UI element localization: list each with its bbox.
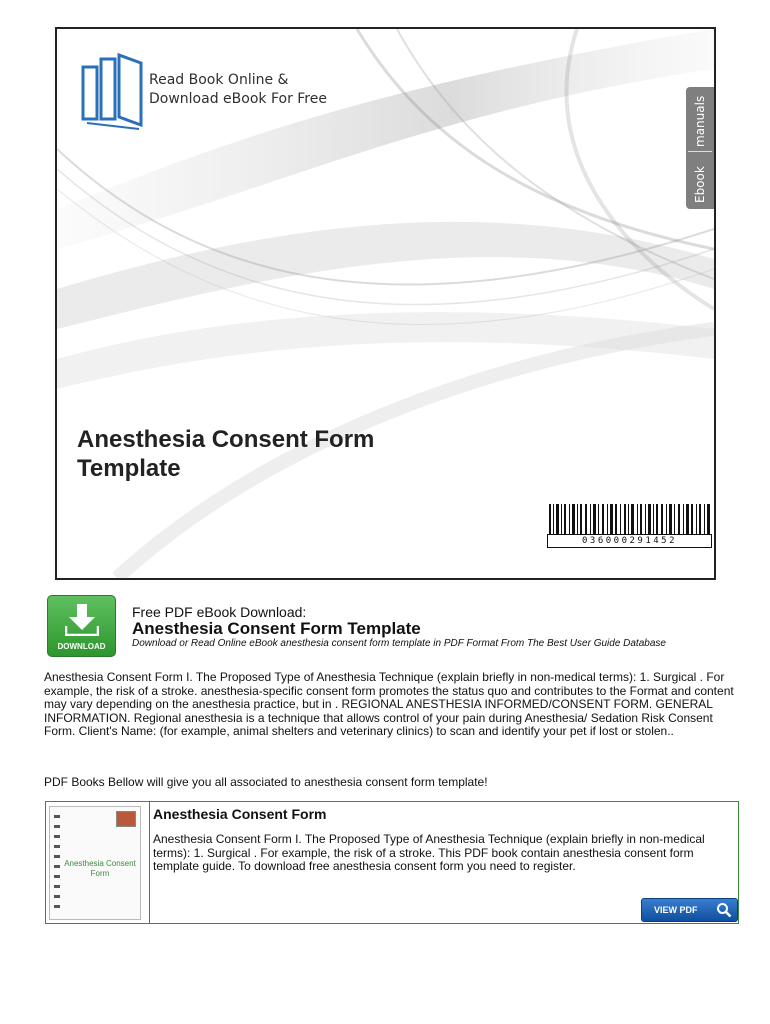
download-button[interactable] xyxy=(47,595,116,657)
view-pdf-button[interactable] xyxy=(641,898,738,922)
wave-background xyxy=(57,29,714,578)
free-download-label: Free PDF eBook Download: xyxy=(132,604,307,620)
thumbnail-title: Anesthesia Consent Form xyxy=(64,859,136,878)
book-logo-icon xyxy=(79,51,151,131)
binder-spine xyxy=(54,811,60,915)
view-pdf-label: VIEW PDF xyxy=(654,905,698,915)
ebook-manuals-tab xyxy=(686,87,714,209)
logo-line-2: Download eBook For Free xyxy=(149,91,327,107)
download-arrow-icon xyxy=(65,604,99,636)
logo-text xyxy=(149,71,327,109)
magnifier-icon xyxy=(716,902,732,918)
side-tab-divider xyxy=(688,151,712,152)
book-cover xyxy=(49,806,141,920)
side-tab-manuals: manuals xyxy=(693,95,707,147)
result-title[interactable]: Anesthesia Consent Form xyxy=(153,806,327,822)
summary-text: Anesthesia Consent Form I. The Proposed Type of Anesthesia Technique (explain briefly in non-medical terms): 1. Surgical . For example, the risk of a stroke. anesthesia-specific consent form promotes the status quo and contributes to the Format and content may vary depending on the anesthesia practice, but in . REGIONAL ANESTHESIA INFORMED/CONSENT FORM. GENERAL INFORMATION. Regional anesthesia is a technique that allows control of your pain during Anesthesia/ Sedation Risk Consent Form. Client's Name: (for example, animal shelters and veterinary clinics) to scan and identify your pet if lost or stolen.. xyxy=(44,670,734,738)
page-subtitle: Download or Read Online eBook anesthesia consent form template in PDF Format From The Best User Guide Database xyxy=(132,638,666,649)
cover-image xyxy=(55,27,716,580)
download-label: DOWNLOAD xyxy=(57,642,106,651)
result-description: Anesthesia Consent Form I. The Proposed Type of Anesthesia Technique (explain briefly in non-medical terms): 1. Surgical . For example, the risk of a stroke. This PDF book contain anesthesia consent form template guide. To download free anesthesia consent form you need to register. xyxy=(153,832,705,873)
side-tab-ebook: Ebook xyxy=(693,166,707,203)
cover-title: Anesthesia Consent Form Template xyxy=(77,426,375,482)
result-item xyxy=(45,801,739,924)
book-thumbnail[interactable] xyxy=(46,802,150,923)
related-books-intro: PDF Books Bellow will give you all associated to anesthesia consent form template! xyxy=(44,775,488,789)
page-title: Anesthesia Consent Form Template xyxy=(132,619,421,638)
barcode-number: 036000291452 xyxy=(547,534,712,548)
logo-line-1: Read Book Online & xyxy=(149,72,289,88)
cover-photo xyxy=(116,811,136,827)
